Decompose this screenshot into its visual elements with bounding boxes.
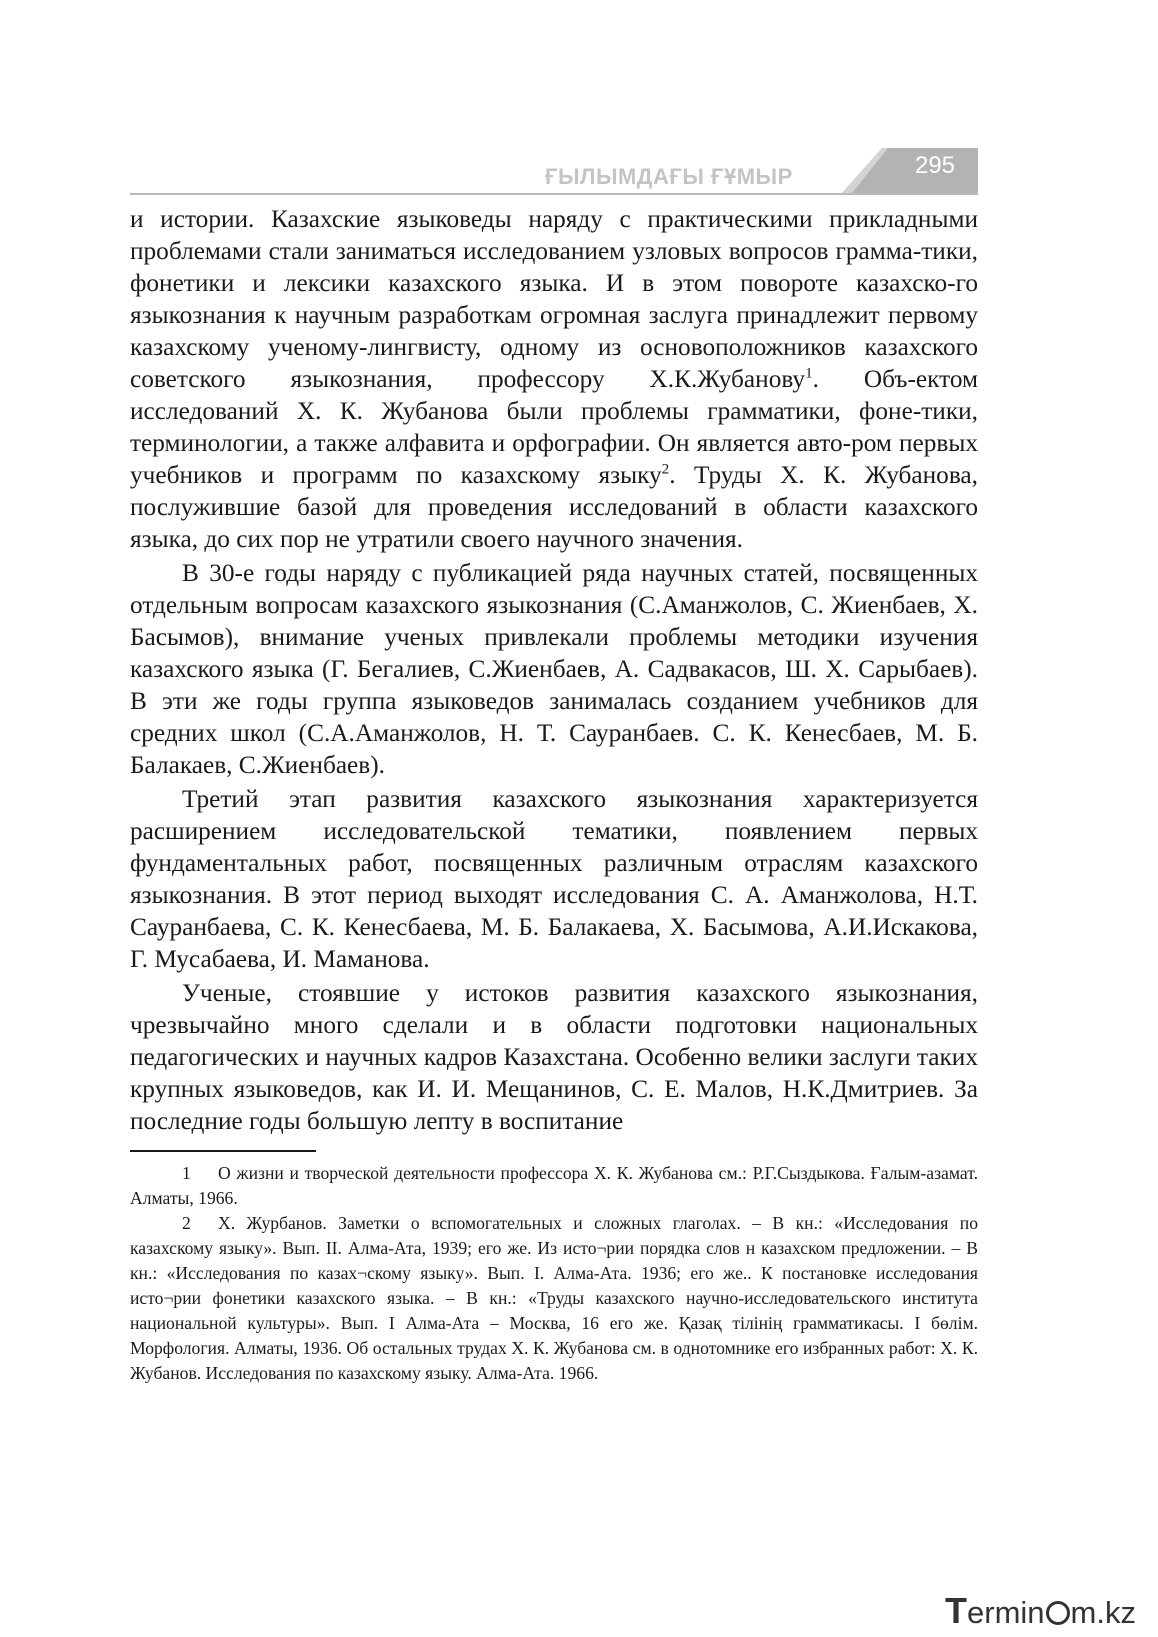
footnotes: [130, 1161, 978, 1386]
running-header: [130, 148, 978, 194]
page-number: 295: [914, 152, 956, 179]
paragraph-text: и истории. Казахские языковеды наряду с практическими прикладными проблемами стали заниматься исследованием узловых вопросов грамма-тики, фонетики и лексики казахского языка. И в этом повороте казахско-го языкознания к научным разработкам огромная заслуга принадлежит первому казахскому ученому-лингвисту, одному из основоположников казахского советского языкознания, профессору Х.К.Жубанову: [130, 205, 978, 393]
paragraph: В 30-е годы наряду с публикацией ряда научных статей, посвященных отдельным вопросам казахского языкознания (С.Аманжолов, С. Жиенбаев, Х. Басымов), внимание ученых привлекали проблемы методики изучения казахского языка (Г. Бегалиев, С.Жиенбаев, А. Садвакасов, Ш. Х. Сарыбаев). В эти же годы группа языковедов занималась созданием учебников для средних школ (С.А.Аманжолов, Н. Т. Сауранбаев. С. К. Кенесбаев, М. Б. Балакаев, С.Жиенбаев).: [130, 559, 978, 779]
footnote-number: 2: [182, 1213, 191, 1233]
footnote-text: Х. Журбанов. Заметки о вспомогательных и сложных глаголах. – В кн.: «Исследования по казахскому языку». Вып. II. Алма-Ата, 1939; его же. Из исто¬рии порядка слов н казахском предложении. – В кн.: «Исследования по казах¬скому языку». Вып. I. Алма-Ата. 1936; его же.. К постановке исследования исто¬рии фонетики казахского языка. – В кн.: «Труды казахского научно-исследовательского института национальной культуры». Вып. I Алма-Ата – Москва, 16 его же. Қазақ тілінің грамматикасы. I бөлім. Морфология. Алматы, 1936. Об остальных трудах Х. К. Жубанова см. в однотомнике его избранных работ: Х. К. Жубанов. Исследования по казахскому языку. Алма-Ата. 1966.: [130, 1213, 978, 1383]
paragraph: Ученые, стоявшие у истоков развития казахского языкознания, чрезвычайно много сделали и в области подготовки национальных педагогических и научных кадров Казахстана. Особенно велики заслуги таких крупных языковедов, как И. И. Мещанинов, С. Е. Малов, Н.К.Дмитриев. За последние годы большую лепту в воспитание: [130, 979, 978, 1135]
footnote-divider: [130, 1150, 316, 1152]
footnote-ref: 1: [805, 364, 813, 382]
paragraph: [130, 203, 978, 555]
footnote-number: 1: [182, 1163, 191, 1183]
watermark-t: T: [945, 1590, 967, 1631]
header-rule: [130, 193, 978, 195]
termincom-watermark-logo: [945, 1590, 1136, 1630]
main-text: [130, 203, 978, 1139]
footnote-ref: 2: [661, 460, 670, 478]
footnote-text: О жизни и творческой деятельности профессора Х. К. Жубанова см.: Р.Г.Сыздыкова. Ғалым-азамат. Алматы, 1966.: [130, 1163, 978, 1208]
watermark-text: ermin: [967, 1595, 1045, 1630]
paragraph: Третий этап развития казахского языкознания характеризуется расширением исследовательской тематики, появлением первых фундаментальных работ, посвященных различным отраслям казахского языкознания. В этот период выходят исследования С. А. Аманжолова, Н.Т. Сауранбаева, С. К. Кенесбаева, М. Б. Балакаева, Х. Басымова, А.И.Искакова, Г. Мусабаева, И. Маманова.: [130, 785, 978, 973]
watermark-text: m.kz: [1070, 1595, 1136, 1630]
running-title: ҒЫЛЫМДАҒЫ ҒҰМЫР: [545, 164, 793, 189]
footnote: [130, 1161, 978, 1211]
paragraph-text: . Труды Х. К. Жубанова, послужившие базой для проведения исследований в области казахского языка, до сих пор не утратили своего научного значения.: [130, 461, 978, 553]
footnote: [130, 1211, 978, 1386]
magnifier-icon: [1046, 1601, 1070, 1625]
paragraph-text: . Объ-ектом исследований Х. К. Жубанова были проблемы грамматики, фоне-тики, терминологии, а также алфавита и орфографии. Он является авто-ром первых учебников и программ по казахскому языку: [130, 365, 978, 489]
